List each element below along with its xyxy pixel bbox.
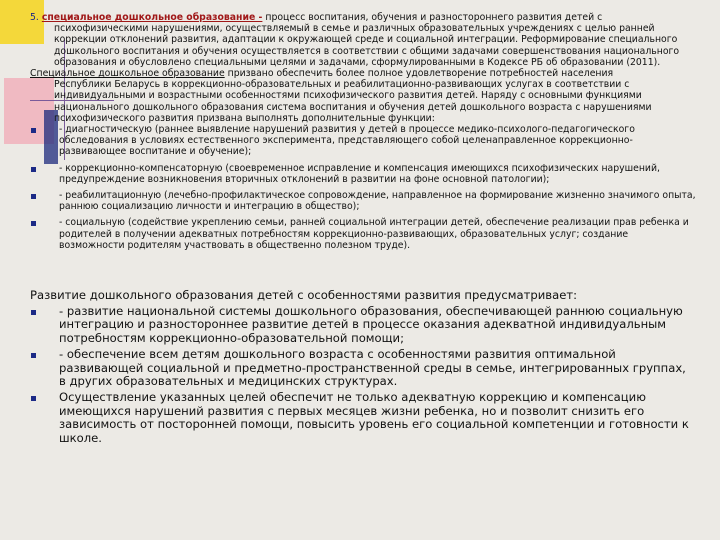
para2-term: Специальное дошкольное образование bbox=[30, 68, 225, 80]
function-item: - диагностическую (раннее выявление нарушений развития у детей в процессе медико-психолого-педагогического обследования в условиях естественного эксперимента, представляющего собой целенаправленное коррекционно-развивающее воспитание и обучение); bbox=[30, 124, 696, 158]
development-intro: Развитие дошкольного образования детей с особенностями развития предусматривает: bbox=[30, 288, 577, 302]
para2-continuation: Республики Беларусь в коррекционно-образовательных и реабилитационно-развивающих услугах в соответствии с индивидуальными и возрастными особенностями психофизического развития детей. Наряду с основными функциями национального дошкольного образования система воспитания и обучения детей дошкольного возраста с нарушениями психофизического развития призвана выполнять дополнительные функции: bbox=[54, 79, 652, 124]
definition-paragraph bbox=[30, 12, 696, 68]
development-item: - обеспечение всем детям дошкольного возраста с особенностями развития оптимальной развивающей социальной и предметно-пространственной среды в семье, интегрированных группах, в других образовательных и медицинских структурах. bbox=[30, 348, 696, 389]
development-item: Осуществление указанных целей обеспечит не только адекватную коррекцию и компенсацию имеющихся нарушений развития с первых месяцев жизни ребенка, но и позволит снизить его зависимость от посторонней помощи, повысить уровень его социальной компетенции и готовности к школе. bbox=[30, 391, 696, 446]
para2-text: призвано обеспечить более полное удовлетворение потребностей населения bbox=[227, 68, 614, 80]
development-item: - развитие национальной системы дошкольного образования, обеспечивающей раннюю социальную интеграцию и разностороннее развитие детей в процессе оказания адекватной индивидуальным потребностям коррекционно-образовательной помощи; bbox=[30, 305, 696, 346]
function-item: - социальную (содействие укреплению семьи, ранней социальной интеграции детей, обеспечение реализации прав ребенка и родителей в получении адекватных потребностям коррекционно-развивающих, образовательных услуг; создание возможности родителям участвовать в общественно полезном труде). bbox=[30, 217, 696, 251]
section-definitions bbox=[30, 12, 696, 251]
function-item: - реабилитационную (лечебно-профилактическое сопровождение, направленное на формирование жизненно значимого опыта, раннюю социализацию личности и интеграцию в общество); bbox=[30, 190, 696, 212]
section-number: 5. bbox=[30, 12, 39, 23]
definition-continuation: психофизическими нарушениями, осуществляемый в семье и различных образовательных учреждениях с целью ранней коррекции отклонений развития, адаптации к окружающей среде и социальной интеграции. Реформирование специального дошкольного воспитания и обучения осуществляется в соответствии с общими задачами совершенствования национального образования и обусловлено специальными целями и задачами, сформулированными в Кодексе РБ об образовании (2011). bbox=[54, 23, 680, 68]
function-item: - коррекционно-компенсаторную (своевременное исправление и компенсация имеющихся психофизических нарушений, предупреждение возникновения вторичных отклонений в развитии на фоне основной патологии); bbox=[30, 163, 696, 185]
section-development bbox=[30, 289, 696, 446]
term-heading: специальное дошкольное образование - bbox=[41, 12, 263, 23]
definition-text: процесс воспитания, обучения и разностороннего развития детей с bbox=[265, 12, 603, 23]
functions-paragraph bbox=[30, 68, 696, 124]
